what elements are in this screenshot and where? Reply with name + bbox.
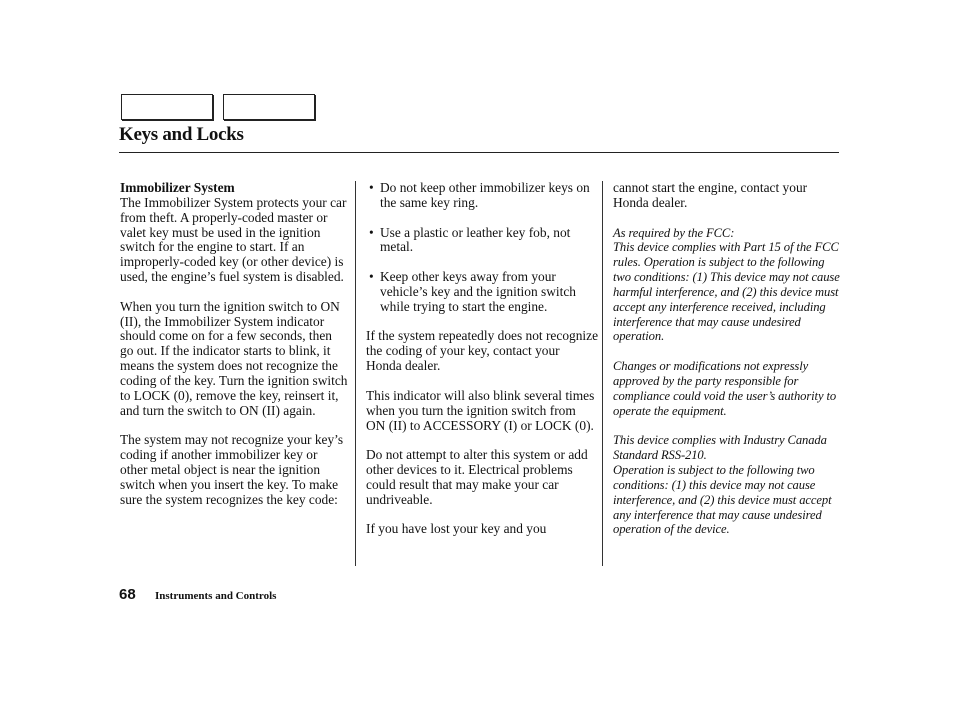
paragraph: If the system repeatedly does not recognize the coding of your key, contact your Honda dealer. xyxy=(366,328,599,374)
bullet-icon: • xyxy=(369,269,374,285)
footer-section-name: Instruments and Controls xyxy=(155,590,277,602)
immobilizer-intro xyxy=(120,181,348,285)
key-tips-list xyxy=(366,181,598,315)
page-title: Keys and Locks xyxy=(119,124,244,145)
fcc-text: This device complies with Part 15 of the FCC rules. Operation is subject to the following two conditions: (1) This device may not cause harmful interference, and (2) this device must accept any interference received, including interference that may cause undesired operation. xyxy=(613,240,840,344)
paragraph: The Immobilizer System protects your car from theft. A properly-coded master or valet key must be used in the ignition switch for the engine to start. If an improperly-coded key (or other device) is used, the engine’s fuel system is disabled. xyxy=(120,194,347,285)
bullet-icon: • xyxy=(369,180,374,195)
paragraph: If you have lost your key and you xyxy=(366,521,547,537)
list-item xyxy=(366,226,598,256)
text-column-2 xyxy=(366,181,598,552)
column-divider-2 xyxy=(602,181,603,566)
title-divider xyxy=(119,152,839,153)
canada-conditions: Operation is subject to the following two conditions: (1) this device may not cause interference, and (2) this device must accept any interference that may cause undesired operation of the device. xyxy=(613,463,832,537)
text-column-1 xyxy=(120,181,348,522)
canada-notice: This device complies with Industry Canada Standard RSS-210. xyxy=(613,433,827,463)
text-column-3 xyxy=(613,181,843,552)
section-tab-2 xyxy=(223,94,315,120)
list-item xyxy=(366,270,598,315)
list-item-text: Use a plastic or leather key fob, not metal. xyxy=(380,224,571,255)
paragraph: The system may not recognize your key’s coding if another immobilizer key or other metal object is near the ignition switch when you insert the key. To make sure the system recognizes the key code: xyxy=(120,432,344,507)
paragraph: cannot start the engine, contact your Honda dealer. xyxy=(613,180,808,210)
section-tab-1 xyxy=(121,94,213,120)
list-item xyxy=(366,181,598,211)
column-divider-1 xyxy=(355,181,356,566)
changes-notice: Changes or modifications not expressly approved by the party responsible for compliance could void the user’s authority to operate the equipment. xyxy=(613,359,837,418)
page-number: 68 xyxy=(119,586,136,603)
list-item-text: Keep other keys away from your vehicle’s key and the ignition switch while trying to start the engine. xyxy=(380,269,576,314)
paragraph: When you turn the ignition switch to ON (II), the Immobilizer System indicator should come on for a few seconds, then go out. If the indicator starts to blink, it means the system does not recognize the coding of the key. Turn the ignition switch to LOCK (0), remove the key, reinsert it, and turn the switch to ON (II) again. xyxy=(120,298,348,418)
paragraph: Do not attempt to alter this system or add other devices to it. Electrical problems could result that may make your car undriveable. xyxy=(366,447,588,507)
paragraph: This indicator will also blink several times when you turn the ignition switch from ON (II) to ACCESSORY (I) or LOCK (0). xyxy=(366,387,595,433)
fcc-notice xyxy=(613,226,843,538)
bullet-icon: • xyxy=(369,224,374,240)
list-item-text: Do not keep other immobilizer keys on the same key ring. xyxy=(380,180,590,210)
fcc-intro: As required by the FCC: xyxy=(613,225,735,240)
section-heading: Immobilizer System xyxy=(120,180,235,195)
